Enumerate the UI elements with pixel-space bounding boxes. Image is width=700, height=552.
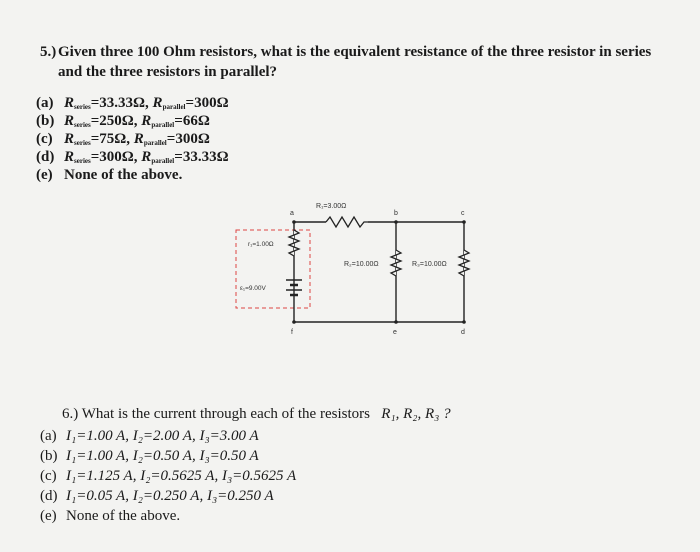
q6-option-c bbox=[40, 466, 451, 486]
option-label: (b) bbox=[40, 448, 58, 464]
question-5-text: Given three 100 Ohm resistors, what is the equivalent resistance of the three resistor in series and the three resistors in parallel? bbox=[58, 44, 652, 80]
r2-label: R₂=10.00Ω bbox=[344, 261, 379, 268]
resistor-r2 bbox=[391, 250, 401, 276]
option-label: (a) bbox=[40, 428, 57, 444]
resistor-r1 bbox=[326, 217, 368, 227]
option-label: (c) bbox=[40, 468, 57, 484]
q5-option-d bbox=[36, 148, 229, 166]
option-text: None of the above. bbox=[64, 167, 183, 183]
question-6-resistors: R₁, R₂, R₃ ? bbox=[381, 406, 451, 422]
q6-option-e bbox=[40, 506, 451, 526]
option-label: (d) bbox=[40, 488, 58, 504]
resistor-r3 bbox=[459, 250, 469, 276]
option-text: I₁=0.05 A, I₂=0.250 A, I₃=0.250 A bbox=[66, 488, 274, 504]
node-f: f bbox=[291, 329, 293, 336]
circuit-wires bbox=[294, 222, 464, 322]
option-series: $R_{series}=33.33\Omega$, bbox=[64, 95, 149, 111]
q5-option-c bbox=[36, 130, 229, 148]
question-5 bbox=[40, 42, 678, 82]
q6-option-a bbox=[40, 426, 451, 446]
option-label: (d) bbox=[36, 149, 55, 165]
q6-option-b bbox=[40, 446, 451, 466]
option-text: None of the above. bbox=[66, 508, 181, 524]
node-d: d bbox=[461, 329, 465, 336]
q5-option-b bbox=[36, 112, 229, 130]
option-series: $R_{series}=75\Omega$, bbox=[64, 131, 131, 147]
question-5-options bbox=[36, 94, 229, 184]
question-6 bbox=[40, 406, 451, 526]
r3-label: R₃=10.00Ω bbox=[412, 261, 447, 268]
node-c: c bbox=[461, 210, 465, 217]
node-a: a bbox=[290, 210, 294, 217]
option-label: (a) bbox=[36, 95, 54, 111]
option-text: I₁=1.00 A, I₂=2.00 A, I₃=3.00 A bbox=[66, 428, 259, 444]
q5-option-e bbox=[36, 166, 229, 184]
q6-option-d bbox=[40, 486, 451, 506]
option-parallel: $R_{parallel}=33.33\Omega$ bbox=[141, 149, 229, 165]
option-parallel: $R_{parallel}=300\Omega$ bbox=[152, 95, 229, 111]
emf-label: ε₁=9.00V bbox=[240, 285, 266, 292]
internal-r-label: r₁=1.00Ω bbox=[248, 241, 274, 248]
option-series: $R_{series}=300\Omega$, bbox=[64, 149, 138, 165]
option-parallel: $R_{parallel}=300\Omega$ bbox=[133, 131, 210, 147]
node-e: e bbox=[393, 329, 397, 336]
option-text: I₁=1.125 A, I₂=0.5625 A, I₃=0.5625 A bbox=[66, 468, 297, 484]
option-label: (e) bbox=[36, 167, 53, 183]
question-6-text: 6.) What is the current through each of the resistors bbox=[62, 406, 370, 422]
q5-option-a bbox=[36, 94, 229, 112]
option-label: (c) bbox=[36, 131, 53, 147]
question-5-number: 5.) bbox=[40, 44, 57, 60]
r1-label: R₁=3.00Ω bbox=[316, 203, 347, 210]
option-label: (b) bbox=[36, 113, 55, 129]
option-series: $R_{series}=250\Omega$, bbox=[64, 113, 138, 129]
node-b: b bbox=[394, 210, 398, 217]
option-parallel: $R_{parallel}=66\Omega$ bbox=[141, 113, 210, 129]
node-dots bbox=[292, 220, 466, 324]
question-6-stem bbox=[62, 406, 451, 426]
internal-resistor bbox=[289, 230, 299, 256]
option-label: (e) bbox=[40, 508, 57, 524]
option-text: I₁=1.00 A, I₂=0.50 A, I₃=0.50 A bbox=[66, 448, 259, 464]
circuit-diagram bbox=[228, 200, 478, 350]
